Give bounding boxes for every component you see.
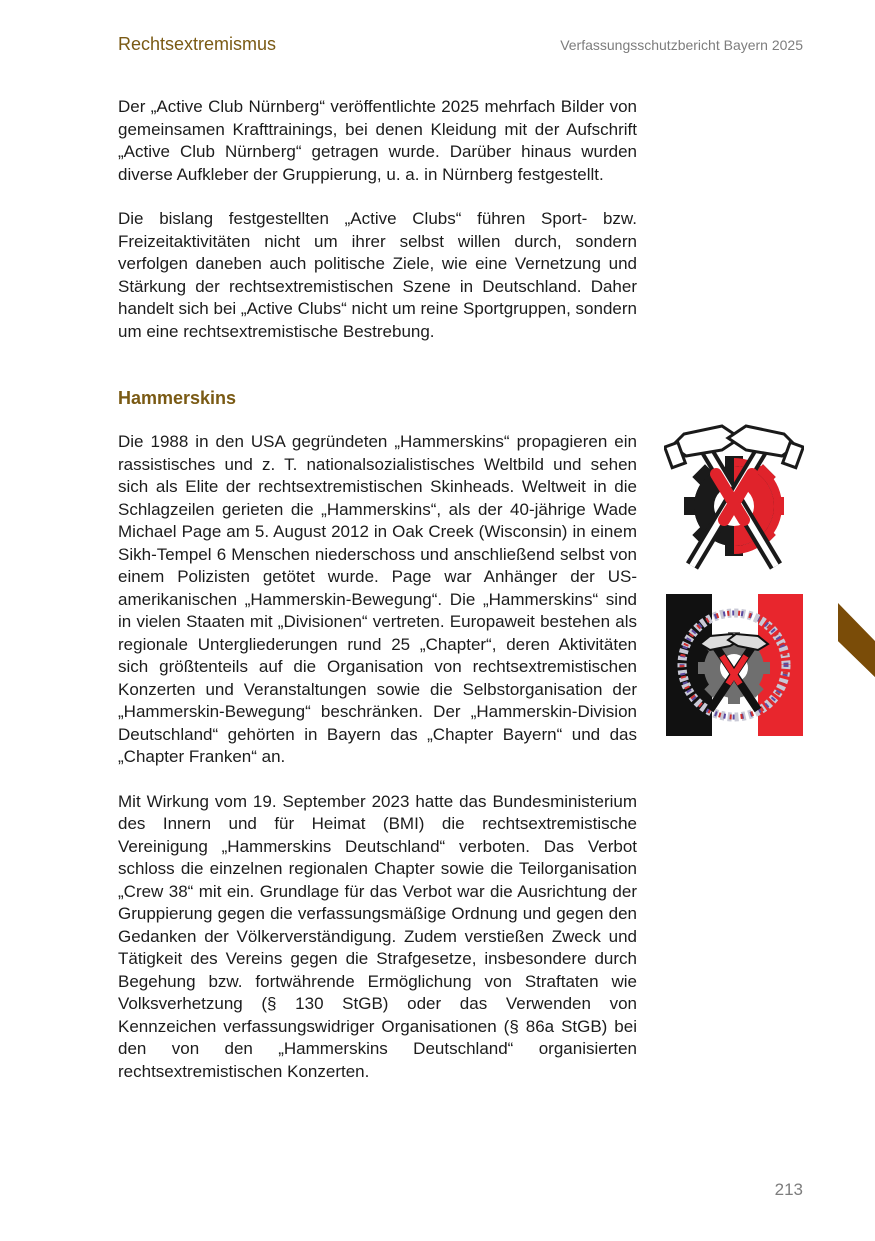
hammerskins-flag-image	[666, 594, 803, 736]
paragraph-hammerskins-ban: Mit Wirkung vom 19. September 2023 hatte das Bundesministerium des Innern und für Heimat (BMI) die rechtsextremistische Vereinigung „Hammerskins Deutschland“ verboten. Das Verbot schloss die einzelnen regionalen Chapter sowie die Teilorganisation „Crew 38“ mit ein. Grundlage für das Verbot war die Ausrichtung der Gruppierung gegen die verfassungsmäßige Ordnung und gegen den Gedanken der Völkerverständigung. Zudem verstießen Zweck und Tätigkeit des Vereins gegen die Strafgesetze, insbesondere durch Begehung bzw. fortwährende Ermöglichung von Straftaten wie Volksverhetzung (§ 130 StGB) oder das Verwenden von Kennzeichen verfassungswidriger Organisationen (§ 86a StGB) bei den von den „Hammerskins Deutschland“ organisierten rechtsextremistischen Konzerten.	[118, 791, 637, 1081]
section-heading-hammerskins: Hammerskins	[118, 388, 237, 408]
main-column	[118, 96, 637, 1083]
paragraph-active-clubs: Die bislang festgestellten „Active Clubs“ führen Sport- bzw. Freizeitaktivitäten nicht um ihrer selbst willen durch, sondern verfolgen daneben auch politische Ziele, wie eine Vernetzung und Stärkung der rechtsextremistischen Szene in Deutschland. Daher handelt sich bei „Active Clubs“ nicht um reine Sportgruppen, sondern um eine rechtsextremistische Bestrebung.	[118, 209, 637, 341]
running-header-publication: Verfassungsschutzbericht Bayern 2025	[560, 37, 803, 53]
paragraph-hammerskins-history: Die 1988 in den USA gegründeten „Hammerskins“ propagieren ein rassistisches und z. T. nationalsozialistisches Weltbild und sehen sich als Elite der rechtsextremistischen Skinheads. Weltweit in die Schlagzeilen gerieten die „Hammerskins“, als der 40-jährige Wade Michael Page am 5. August 2012 in Oak Creek (Wisconsin) in einem Sikh-Tempel 6 Menschen niederschoss und anschließend selbst von einem Polizisten getötet wurde. Page war Anhänger der US-amerikanischen „Hammerskin-Bewegung“. Die „Hammerskins“ sind in vielen Staaten mit „Divisionen“ vertreten. Europaweit bestehen als regionale Untergliederungen rund 25 „Chapter“, deren Aktivitäten sich größtenteils auf die Organisation von rechtsextremistischen Konzerten und Veranstaltungen sowie die Selbstorganisation der „Hammerskin-Bewegung“ beschränken. Der „Hammerskin-Division Deutschland“ gehörten in Bayern das „Chapter Bayern“ und das „Chapter Franken“ an.	[118, 432, 637, 766]
chapter-thumb-tab	[838, 603, 875, 677]
running-header-section: Rechtsextremismus	[118, 34, 277, 54]
hammerskins-emblem-image	[664, 416, 804, 572]
paragraph-active-club-nuernberg: Der „Active Club Nürnberg“ veröffentlichte 2025 mehrfach Bilder von gemeinsamen Krafttrainings, bei denen Kleidung mit der Aufschrift „Active Club Nürnberg“ getragen wurde. Darüber hinaus wurden diverse Aufkleber der Gruppierung, u. a. in Nürnberg festgestellt.	[118, 97, 637, 184]
page-number: 213	[774, 1180, 803, 1199]
